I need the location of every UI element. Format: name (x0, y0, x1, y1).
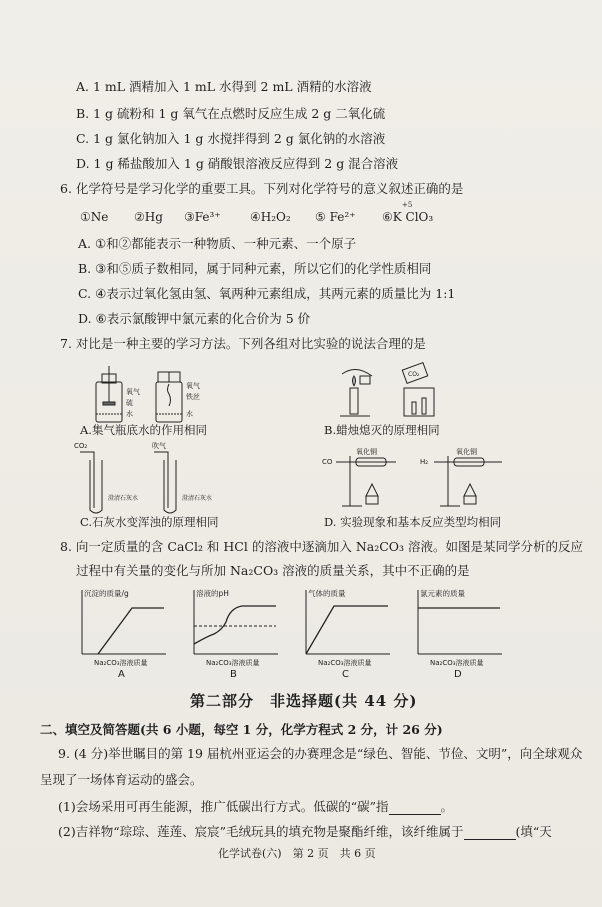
q6-symbol-1: ①Ne (80, 210, 109, 224)
q8d-letter: D (454, 669, 462, 680)
q7a-label-oxygen-1: 氧气 (126, 388, 140, 396)
q6-option-d: D. ⑥表示氯酸钾中氯元素的化合价为 5 价 (78, 311, 311, 326)
q8c-xlabel: Na₂CO₃溶液质量 (318, 659, 372, 667)
q7d-reduction-figure (322, 446, 522, 512)
q7-stem: 7. 对比是一种主要的学习方法。下列各组对比实验的说法合理的是 (60, 336, 426, 351)
q8-stem-line1: 8. 向一定质量的含 CaCl₂ 和 HCl 的溶液中逐滴加入 Na₂CO₃ 溶液。如图是某同学分析的反应 (60, 539, 584, 554)
q7d-label-cuo-2: 氧化铜 (456, 448, 477, 456)
q7d-label-cuo-1: 氧化铜 (356, 448, 377, 456)
q8-graph-c (300, 586, 396, 678)
q5-option-a: A. 1 mL 酒精加入 1 mL 水得到 2 mL 酒精的水溶液 (76, 79, 372, 94)
q5-option-c: C. 1 g 氯化钠加入 1 g 水搅拌得到 2 g 氯化钠的水溶液 (76, 131, 386, 146)
q6-symbol-2: ②Hg (134, 210, 163, 224)
q8-graph-d (412, 586, 508, 678)
q6-option-b: B. ③和⑤质子数相同，属于同种元素，所以它们的化学性质相同 (78, 261, 432, 276)
sulfur-bottle (96, 366, 122, 422)
q8c-ylabel: 气体的质量 (308, 589, 346, 598)
q8c-letter: C (342, 669, 349, 680)
q7c-label-blow: 吹气 (152, 442, 166, 450)
q6-valence-mark: +5 (402, 201, 413, 209)
candle-with-lid (340, 369, 372, 416)
part2-title: 第二部分 非选择题(共 44 分) (190, 692, 418, 710)
iron-bottle (156, 372, 182, 422)
q7d-label-co: CO (322, 458, 333, 466)
q9-part2-text: (2)吉祥物“琮琮、莲莲、宸宸”毛绒玩具的填充物是聚酯纤维，该纤维属于 (58, 824, 464, 839)
apparatus-h2 (434, 456, 502, 506)
q7b-label-co2: CO₂ (408, 371, 420, 378)
q6-option-c: C. ④表示过氧化氢由氢、氧两种元素组成，其两元素的质量比为 1:1 (78, 286, 456, 301)
q9-stem-line1: 9. (4 分)举世瞩目的第 19 届杭州亚运会的办赛理念是“绿色、智能、节俭、文明”，向全球观众 (58, 746, 583, 761)
q8d-ylabel: 氯元素的质量 (420, 589, 465, 598)
q7a-label-oxygen-2: 氧气 (186, 382, 200, 390)
q9-stem-line2: 呈现了一场体育运动的盛会。 (40, 772, 203, 787)
q9-part2 (58, 824, 552, 840)
q8a-ylabel: 沉淀的质量/g (84, 589, 129, 598)
q6-option-a: A. ①和②都能表示一种物质、一种元素、一个原子 (78, 236, 357, 251)
q5-option-b: B. 1 g 硫粉和 1 g 氧气在点燃时反应生成 2 g 二氧化硫 (76, 106, 386, 121)
q8-graph-a (76, 586, 172, 678)
q6-symbol-6: ⑥K ClO₃ (382, 210, 434, 224)
q7-option-d: D. 实验现象和基本反应类型均相同 (324, 515, 502, 529)
q8a-letter: A (118, 669, 125, 680)
q7a-label-sulfur: 硫 (126, 399, 133, 407)
q7c-label-limewater-2: 澄清石灰水 (182, 495, 213, 502)
q7a-label-water-1: 水 (126, 410, 133, 418)
q9-part1-blank (389, 814, 441, 815)
q6-symbol-5: ⑤ Fe²⁺ (315, 210, 356, 224)
q5-option-d: D. 1 g 稀盐酸加入 1 g 硝酸银溶液反应得到 2 g 混合溶液 (76, 156, 399, 171)
q6-symbol-4: ④H₂O₂ (250, 210, 291, 224)
q7a-label-water-2: 水 (186, 410, 193, 418)
q8b-letter: B (230, 669, 237, 680)
q7b-candle-figure (332, 362, 452, 420)
q8b-ylabel: 溶液的pH (196, 589, 229, 598)
q8-graph-b (188, 586, 284, 678)
q9-part1-text: (1)会场采用可再生能源，推广低碳出行方式。低碳的“碳”指 (58, 799, 389, 814)
q7c-limewater-figure (74, 440, 224, 516)
apparatus-co (336, 456, 396, 506)
q6-symbol-3: ③Fe³⁺ (184, 210, 221, 224)
q6-stem: 6. 化学符号是学习化学的重要工具。下列对化学符号的意义叙述正确的是 (60, 181, 464, 196)
page-footer: 化学试卷(六) 第 2 页 共 6 页 (218, 847, 376, 860)
q8-stem-line2: 过程中有关量的变化与所加 Na₂CO₃ 溶液的质量关系，其中不正确的是 (76, 563, 470, 578)
q7c-label-limewater-1: 澄清石灰水 (108, 495, 139, 502)
q7-option-b: B.蜡烛熄灭的原理相同 (324, 423, 440, 437)
q8a-xlabel: Na₂CO₃溶液质量 (94, 659, 148, 667)
section-2-heading: 二、填空及简答题(共 6 小题，每空 1 分，化学方程式 2 分，计 26 分) (40, 722, 443, 737)
q8d-xlabel: Na₂CO₃溶液质量 (430, 659, 484, 667)
q9-part1-end: 。 (440, 799, 454, 814)
tube-blow (154, 452, 176, 513)
q9-part1 (58, 799, 453, 815)
q7a-label-iron-wire: 铁丝 (186, 393, 200, 401)
q9-part2-end: (填“天 (515, 824, 552, 839)
q7c-label-co2: CO₂ (74, 442, 88, 450)
q9-part2-blank (464, 839, 516, 840)
q7a-gas-bottles-figure (86, 362, 226, 424)
tube-co2 (80, 452, 102, 513)
q7d-label-h2: H₂ (420, 458, 429, 466)
q7-option-c: C.石灰水变浑浊的原理相同 (80, 515, 219, 529)
q7-option-a: A.集气瓶底水的作用相同 (80, 423, 207, 437)
q8b-xlabel: Na₂CO₃溶液质量 (206, 659, 260, 667)
